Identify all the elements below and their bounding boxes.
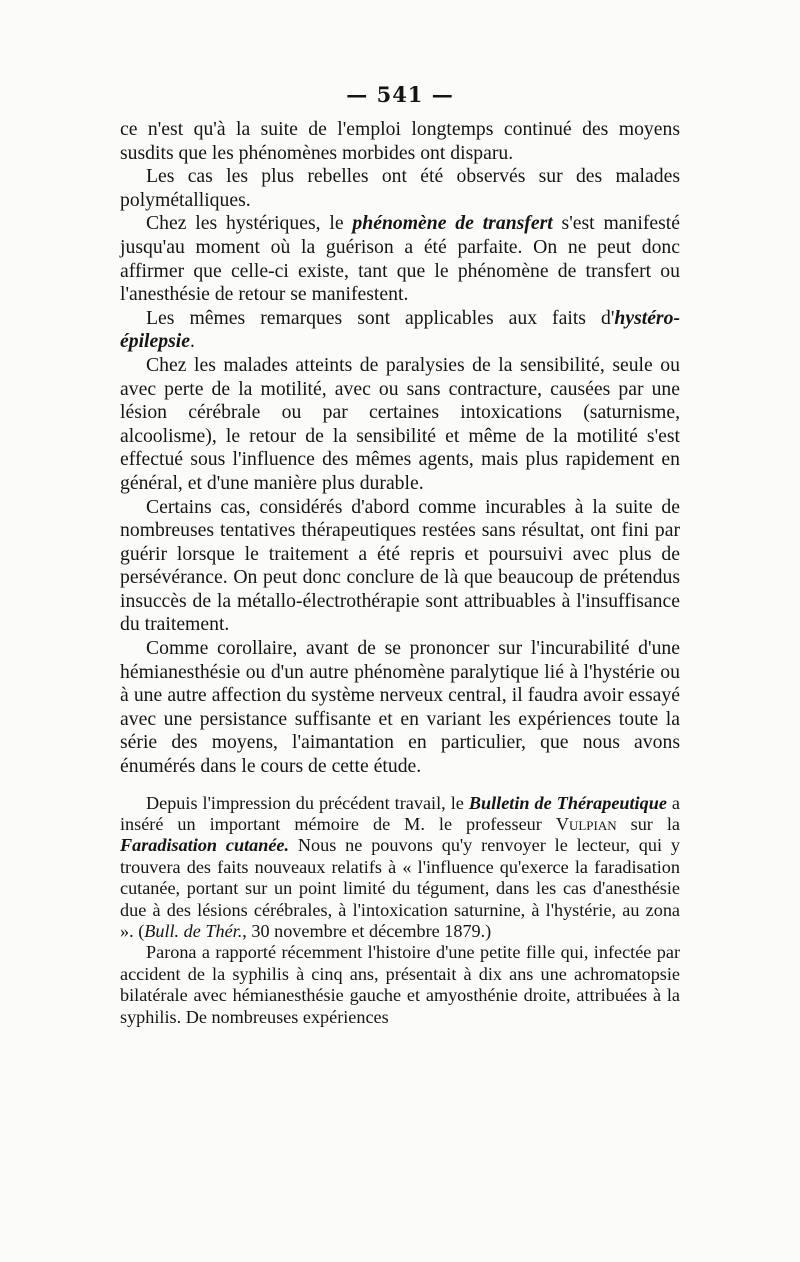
paragraph-text: Les mêmes remarques sont applicables aux faits d' bbox=[146, 306, 615, 329]
paragraph-corollaire: Comme corollaire, avant de se prononcer sur l'incurabilité d'une hémianesthésie ou d'un autre phénomène paralytique lié à l'hystérie ou à une autre affection du système nerveux central, il faudra avoir essayé avec une persistance suffisante et en variant les expériences toute la série des moyens, l'aimantation en particulier, que nous avons énumérés dans le cours de cette étude. bbox=[120, 637, 680, 778]
paragraph-hysteriques bbox=[120, 212, 680, 306]
paragraph-polymetalliques: Les cas les plus rebelles ont été observés sur des malades polymétalliques. bbox=[120, 165, 680, 211]
paragraph-text: Chez les hystériques, le bbox=[146, 212, 353, 235]
paragraph-text: a inséré un important mémoire de M. le professeur bbox=[120, 792, 680, 835]
emphasis-text: phénomène de transfert bbox=[352, 212, 553, 235]
paragraph-continuation: ce n'est qu'à la suite de l'emploi longtemps continué des moyens susdits que les phénomènes morbides ont disparu. bbox=[120, 118, 680, 164]
author-name: Vulpian bbox=[555, 814, 617, 835]
paragraph-text: Depuis l'impression du précédent travail, le bbox=[146, 792, 469, 813]
paragraph-text: Nous ne pouvons qu'y renvoyer le lecteur, qui y trouvera des faits nouveaux relatifs à « l'influence qu'exerce la faradisation cutanée, portant sur un point limité du tégument, dans les cas d'anesthésie due à des lésions cérébrales, à l'intoxication saturnine, à l'hystérie, au zona ». ( bbox=[120, 835, 681, 942]
reference-abbrev: Bull. de Thér. bbox=[144, 921, 243, 942]
note-paragraph-depuis bbox=[120, 793, 680, 943]
paragraph-text: . bbox=[189, 330, 195, 353]
paragraph-certains-cas: Certains cas, considérés d'abord comme incurables à la suite de nombreuses tentatives thérapeutiques restées sans résultat, ont fini par guérir lorsque le traitement a été repris et poursuivi avec plus de persévérance. On peut donc conclure de là que beaucoup de prétendus insuccès de la métallo-électrothérapie sont attribuables à l'insuffisance du traitement. bbox=[120, 495, 680, 636]
memoir-title: Faradisation cutanée. bbox=[120, 835, 290, 856]
note-paragraph-parona: Parona a rapporté récemment l'histoire d'une petite fille qui, infectée par accident de la syphilis à cinq ans, présentait à dix ans une achromatopsie bilatérale avec hémianesthésie gauche et amyosthénie droite, attribuées à la syphilis. De nombreuses expériences bbox=[120, 942, 680, 1027]
paragraph-hystero-epilepsie bbox=[120, 307, 680, 354]
paragraph-paralysies: Chez les malades atteints de paralysies de la sensibilité, seule ou avec perte de la motilité, avec ou sans contracture, causées par une lésion cérébrale ou par certaines intoxications (saturnisme, alcoolisme), le retour de la sensibilité et même de la motilité s'est effectué sous l'influence des mêmes agents, mais plus rapidement en général, et d'une manière plus durable. bbox=[120, 353, 680, 494]
journal-title: Bulletin de Thérapeutique bbox=[468, 792, 667, 813]
paragraph-text: s'est manifesté jusqu'au moment où la guérison a été parfaite. On ne peut donc affirmer que celle-ci existe, tant que le phénomène de transfert ou l'anesthésie de retour se manifestent. bbox=[120, 212, 680, 306]
paragraph-text: , 30 novembre et décembre 1879.) bbox=[242, 921, 492, 942]
paragraph-text: sur la bbox=[616, 814, 680, 835]
body-text bbox=[120, 118, 680, 1028]
page-number: — 541 — bbox=[346, 82, 454, 107]
emphasis-text: hystéro-épilepsie bbox=[120, 306, 680, 353]
